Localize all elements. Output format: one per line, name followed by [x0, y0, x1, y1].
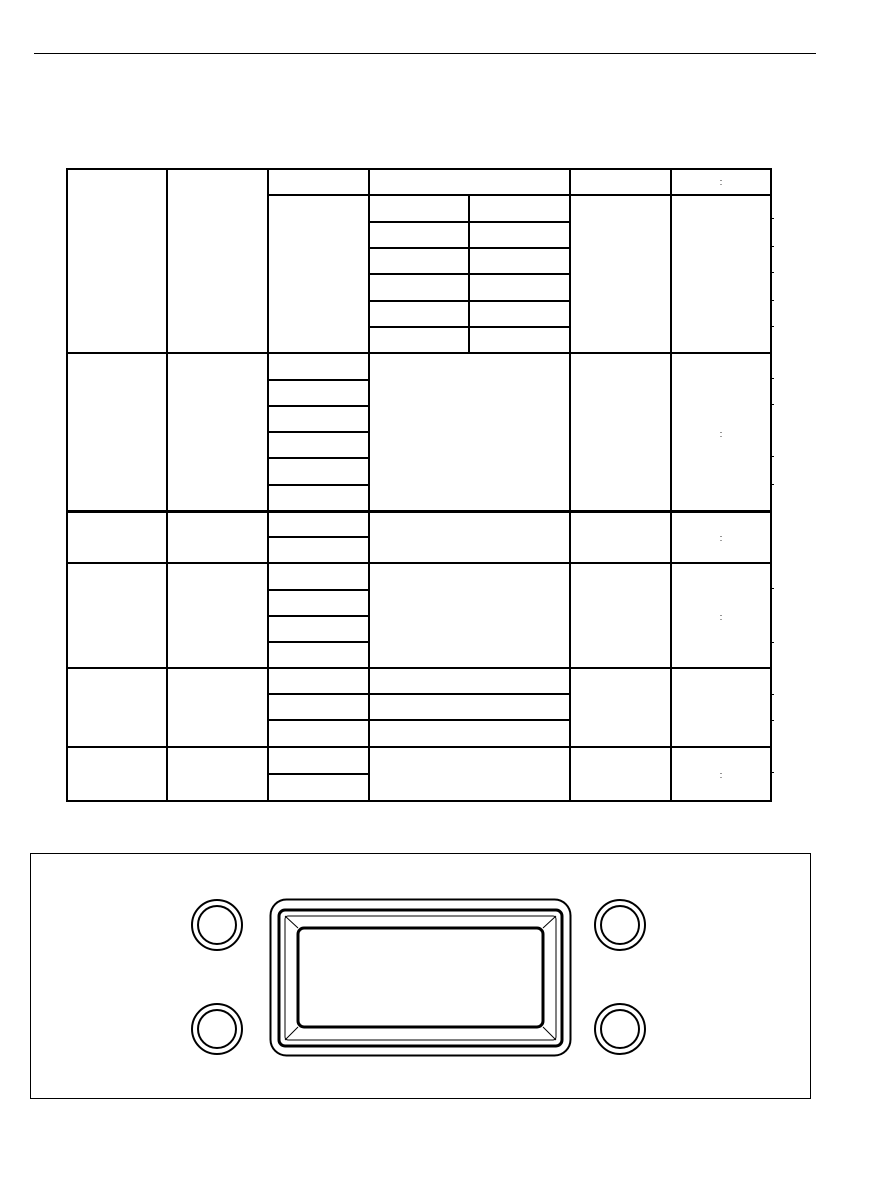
colon-mark: : — [719, 177, 723, 187]
lcd-display — [269, 898, 572, 1057]
control-panel — [30, 853, 811, 1099]
knob-bottom-right[interactable] — [594, 1003, 646, 1055]
row-line — [368, 326, 570, 328]
edge-tick — [770, 456, 774, 457]
edge-tick — [770, 218, 774, 219]
row-line — [268, 405, 369, 407]
group-line — [66, 746, 772, 748]
row-line — [268, 589, 369, 591]
spec-table — [66, 168, 772, 802]
edge-tick — [770, 378, 774, 379]
knob-bottom-left[interactable] — [191, 1003, 243, 1055]
edge-tick — [770, 272, 774, 273]
edge-tick — [770, 246, 774, 247]
edge-tick — [770, 300, 774, 301]
group-line — [66, 562, 772, 564]
row-line — [268, 484, 369, 486]
row-line — [268, 719, 570, 721]
edge-tick — [770, 404, 774, 405]
colon-mark: : — [719, 612, 723, 622]
row-line — [368, 221, 570, 223]
group-line — [66, 352, 772, 354]
colon-mark: : — [719, 770, 723, 780]
colon-mark: : — [719, 429, 723, 439]
group-line — [66, 667, 772, 669]
row-line — [268, 379, 369, 381]
knob-top-right[interactable] — [594, 899, 646, 951]
edge-tick — [770, 326, 774, 327]
knob-top-left[interactable] — [191, 899, 243, 951]
col-line — [569, 168, 571, 802]
edge-tick — [770, 588, 774, 589]
row-line — [368, 300, 570, 302]
row-line — [268, 457, 369, 459]
row-line — [268, 536, 369, 538]
row-line — [268, 194, 772, 196]
col-line — [166, 168, 168, 802]
header-rule — [34, 53, 816, 54]
row-line — [368, 273, 570, 275]
row-line — [268, 641, 369, 643]
table-frame — [66, 168, 772, 802]
edge-tick — [770, 484, 774, 485]
group-line — [66, 510, 772, 513]
row-line — [268, 693, 570, 695]
row-line — [268, 615, 369, 617]
row-line — [268, 431, 369, 433]
row-line — [368, 247, 570, 249]
colon-mark: : — [719, 533, 723, 543]
edge-tick — [770, 720, 774, 721]
edge-tick — [770, 772, 774, 773]
row-line — [268, 773, 369, 775]
edge-tick — [770, 642, 774, 643]
col-line — [670, 168, 672, 802]
edge-tick — [770, 694, 774, 695]
